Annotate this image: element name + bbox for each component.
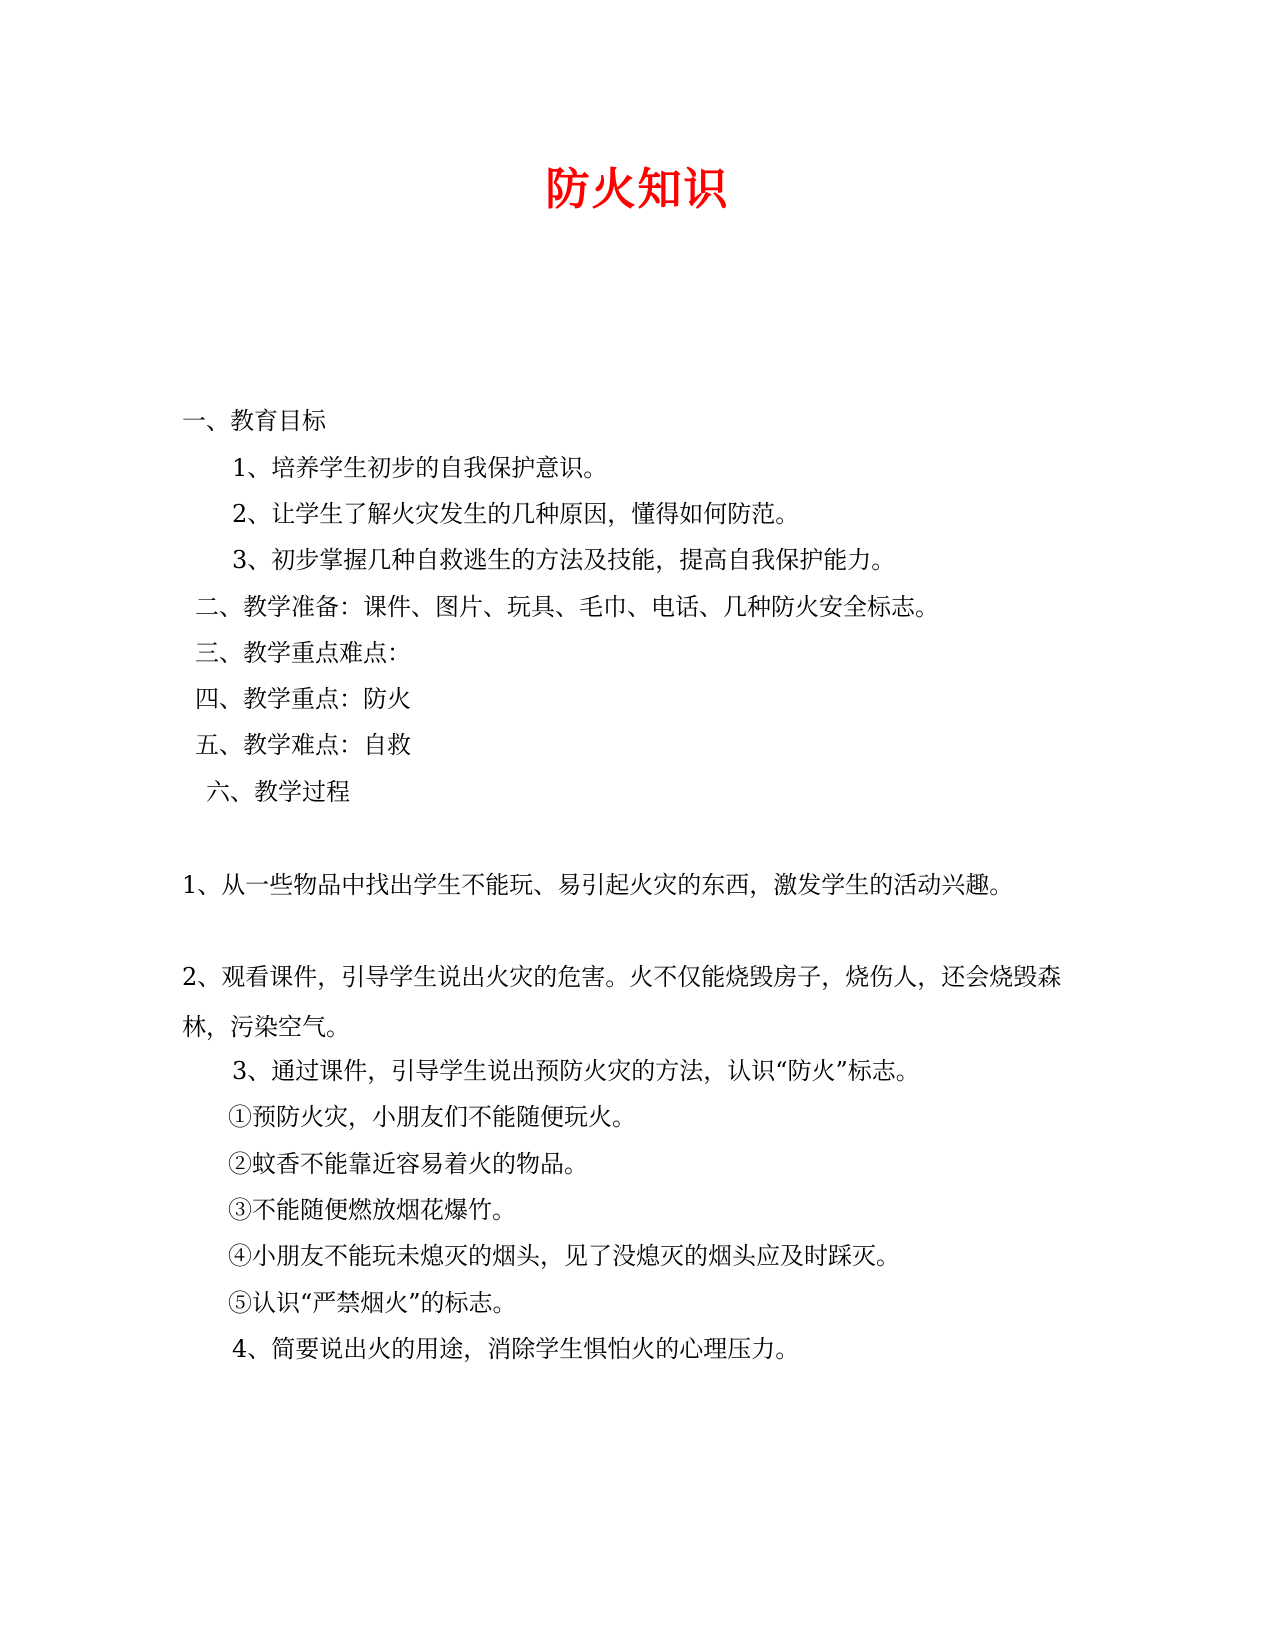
process-step-1: 1、从一些物品中找出学生不能玩、易引起火灾的东西，激发学生的活动兴趣。	[182, 871, 1014, 899]
goal-item-3: 3、初步掌握几种自救逃生的方法及技能，提高自我保护能力。	[232, 546, 896, 574]
process-step-3: 3、通过课件，引导学生说出预防火灾的方法，认识“防火”标志。	[232, 1057, 920, 1085]
section-heading-focus: 四、教学重点：防火	[195, 685, 411, 713]
prevention-item-3: ③不能随便燃放烟花爆竹。	[228, 1196, 516, 1224]
process-step-2: 2、观看课件，引导学生说出火灾的危害。火不仅能烧毁房子，烧伤人，还会烧毁森林，污染空气。	[182, 963, 1062, 1041]
section-heading-preparation: 二、教学准备：课件、图片、玩具、毛巾、电话、几种防火安全标志。	[195, 593, 939, 621]
prevention-item-2: ②蚊香不能靠近容易着火的物品。	[228, 1150, 588, 1178]
document-title: 防火知识	[545, 164, 730, 215]
goal-item-1: 1、培养学生初步的自我保护意识。	[232, 454, 608, 482]
section-heading-difficulty: 五、教学难点：自救	[195, 731, 411, 759]
prevention-item-5: ⑤认识“严禁烟火”的标志。	[228, 1289, 517, 1317]
prevention-item-4: ④小朋友不能玩未熄灭的烟头，见了没熄灭的烟头应及时踩灭。	[228, 1242, 900, 1270]
process-step-4: 4、简要说出火的用途，消除学生惧怕火的心理压力。	[232, 1335, 800, 1363]
section-heading-goals: 一、教育目标	[182, 407, 326, 435]
section-heading-process: 六、教学过程	[206, 778, 350, 806]
section-heading-key-points: 三、教学重点难点：	[195, 639, 411, 667]
prevention-item-1: ①预防火灾，小朋友们不能随便玩火。	[228, 1103, 636, 1131]
goal-item-2: 2、让学生了解火灾发生的几种原因，懂得如何防范。	[232, 500, 800, 528]
